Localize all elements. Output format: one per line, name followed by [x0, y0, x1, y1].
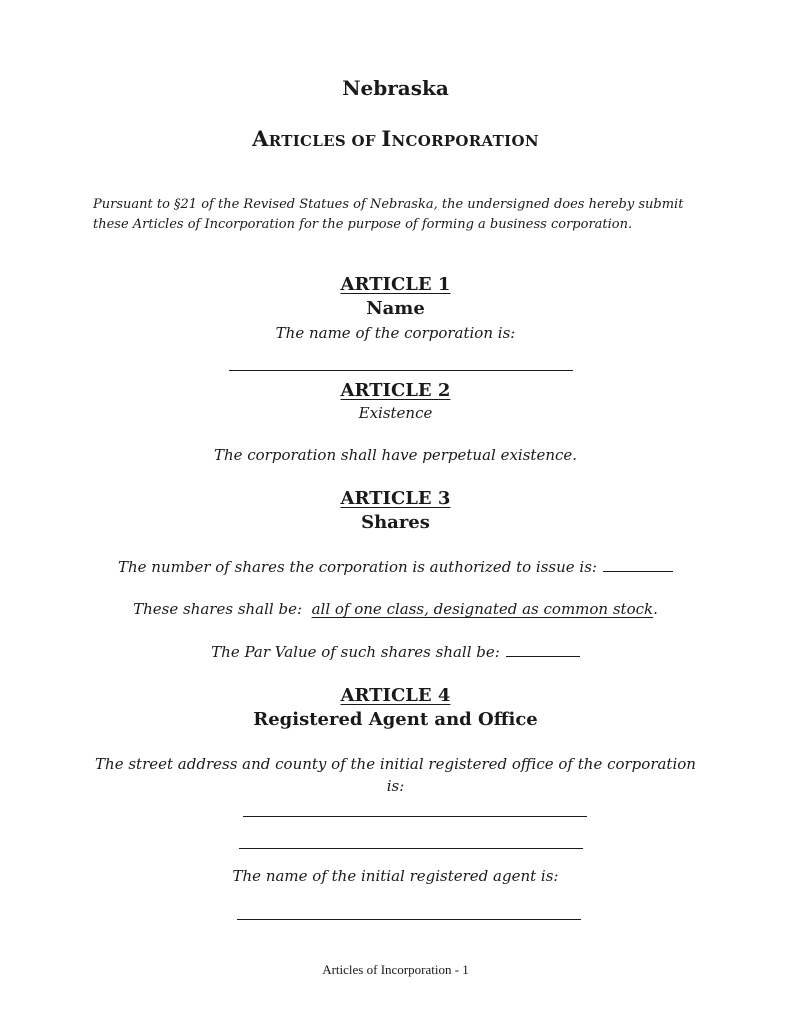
title-rest-i: NCORPORATION [391, 132, 539, 150]
intro-paragraph: Pursuant to §21 of the Revised Statues of Nebraska, the undersigned does hereby submit these Articles of Incorporation for the purpose of forming a business corporation. [93, 197, 684, 232]
agent-text: The name of the initial registered agent is: [232, 867, 559, 885]
article-3-subtitle: Shares [361, 512, 430, 533]
article-1-subtitle: Name [366, 298, 425, 319]
article-2-subtitle: Existence [358, 404, 433, 422]
shares-class-label: These shares shall be: [133, 600, 303, 618]
title-rest-a: RTICLES OF [268, 132, 382, 150]
article-2-heading: ARTICLE 2 [340, 380, 451, 401]
shares-count-line [0, 558, 791, 576]
title-letter-i: I [381, 126, 392, 151]
par-value-text: The Par Value of such shares shall be: [211, 643, 500, 661]
shares-class-value: all of one class, designated as common stock [311, 600, 654, 618]
agent-name-blank[interactable] [237, 919, 581, 920]
shares-class-line [0, 600, 791, 618]
shares-class-end: . [653, 600, 658, 618]
corporation-name-blank[interactable] [229, 370, 573, 371]
office-text-line-2: is: [386, 777, 405, 795]
article-1-heading: ARTICLE 1 [340, 274, 451, 295]
shares-count-blank[interactable] [603, 570, 673, 572]
article-1-text: The name of the corporation is: [275, 324, 516, 342]
title-letter-a: A [252, 126, 269, 151]
shares-count-text: The number of shares the corporation is authorized to issue is: [118, 558, 597, 576]
par-value-line [0, 643, 791, 661]
office-address-blank-1[interactable] [243, 816, 587, 817]
document-title [0, 126, 791, 151]
article-4-heading: ARTICLE 4 [340, 685, 451, 706]
office-text-line-1: The street address and county of the initial registered office of the corporation [95, 755, 696, 773]
office-address-blank-2[interactable] [239, 848, 583, 849]
state-name: Nebraska [342, 76, 449, 100]
article-3-heading: ARTICLE 3 [340, 488, 451, 509]
article-4-subtitle: Registered Agent and Office [253, 709, 538, 730]
page-footer: Articles of Incorporation - 1 [322, 962, 469, 977]
article-2-text: The corporation shall have perpetual existence. [213, 446, 578, 464]
par-value-blank[interactable] [506, 655, 580, 657]
